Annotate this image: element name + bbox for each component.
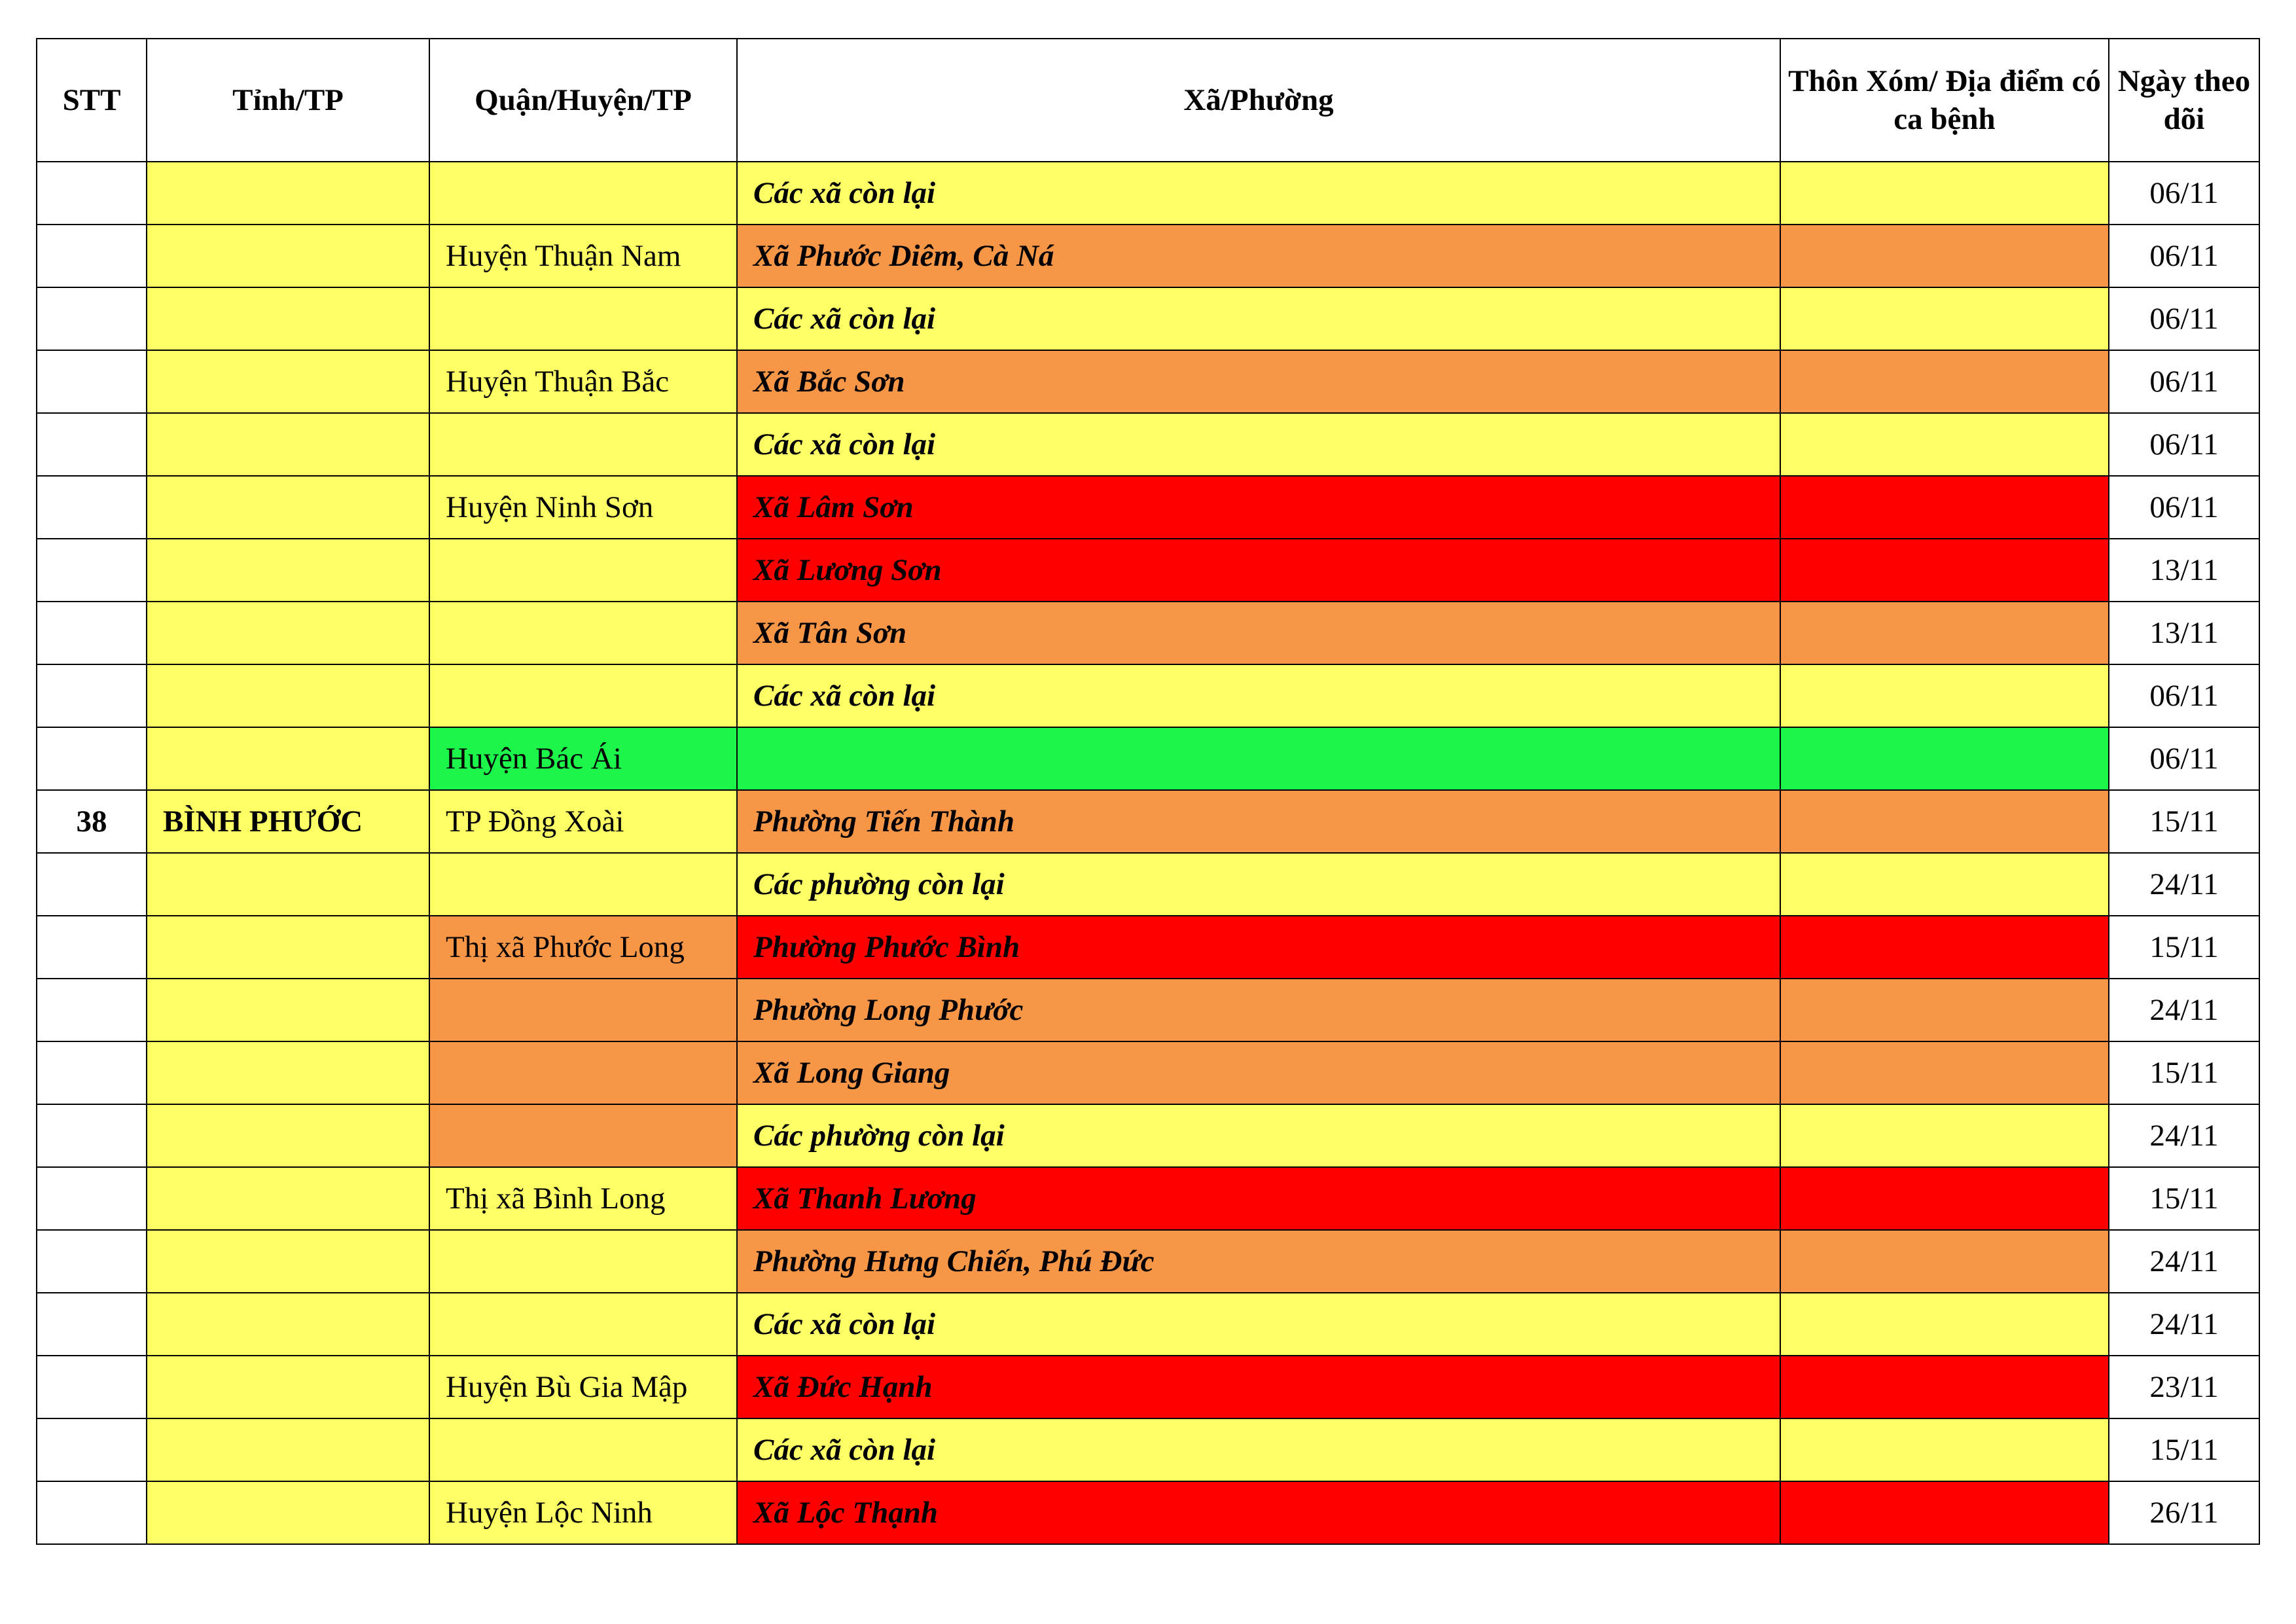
cell-tracking-date: 13/11 bbox=[2109, 602, 2259, 664]
cell-stt bbox=[37, 1104, 147, 1167]
cell-province bbox=[147, 225, 429, 287]
cell-commune: Các xã còn lại bbox=[737, 287, 1780, 350]
table-row bbox=[37, 1230, 2259, 1293]
cell-village bbox=[1780, 225, 2109, 287]
cell-commune bbox=[737, 727, 1780, 790]
cell-tracking-date: 06/11 bbox=[2109, 287, 2259, 350]
cell-commune: Các phường còn lại bbox=[737, 1104, 1780, 1167]
cell-province bbox=[147, 1418, 429, 1481]
cell-tracking-date: 23/11 bbox=[2109, 1356, 2259, 1418]
cell-province bbox=[147, 853, 429, 916]
cell-tracking-date: 15/11 bbox=[2109, 790, 2259, 853]
cell-commune: Các xã còn lại bbox=[737, 664, 1780, 727]
cell-district bbox=[429, 1104, 737, 1167]
cell-province bbox=[147, 539, 429, 602]
cell-village bbox=[1780, 1167, 2109, 1230]
cell-province bbox=[147, 979, 429, 1041]
cell-stt bbox=[37, 727, 147, 790]
cell-tracking-date: 06/11 bbox=[2109, 350, 2259, 413]
cell-district bbox=[429, 539, 737, 602]
cell-province: BÌNH PHƯỚC bbox=[147, 790, 429, 853]
cell-tracking-date: 13/11 bbox=[2109, 539, 2259, 602]
cell-province bbox=[147, 350, 429, 413]
header-stt: STT bbox=[37, 39, 147, 162]
cell-district bbox=[429, 979, 737, 1041]
table-row bbox=[37, 350, 2259, 413]
cell-stt: 38 bbox=[37, 790, 147, 853]
cell-commune: Xã Tân Sơn bbox=[737, 602, 1780, 664]
cell-stt bbox=[37, 162, 147, 225]
cell-district bbox=[429, 1230, 737, 1293]
cell-district: Thị xã Phước Long bbox=[429, 916, 737, 979]
cell-stt bbox=[37, 979, 147, 1041]
table-body bbox=[37, 162, 2259, 1544]
table-row bbox=[37, 1167, 2259, 1230]
cell-stt bbox=[37, 1293, 147, 1356]
cell-province bbox=[147, 1230, 429, 1293]
cell-stt bbox=[37, 602, 147, 664]
table-row bbox=[37, 790, 2259, 853]
cell-commune: Các xã còn lại bbox=[737, 162, 1780, 225]
table-row bbox=[37, 287, 2259, 350]
covid-risk-table bbox=[36, 38, 2260, 1545]
cell-village bbox=[1780, 1293, 2109, 1356]
cell-tracking-date: 15/11 bbox=[2109, 1167, 2259, 1230]
cell-tracking-date: 06/11 bbox=[2109, 162, 2259, 225]
cell-tracking-date: 24/11 bbox=[2109, 1104, 2259, 1167]
cell-tracking-date: 06/11 bbox=[2109, 664, 2259, 727]
cell-district: Huyện Thuận Nam bbox=[429, 225, 737, 287]
cell-district bbox=[429, 1293, 737, 1356]
cell-village bbox=[1780, 853, 2109, 916]
cell-stt bbox=[37, 1481, 147, 1544]
cell-stt bbox=[37, 1041, 147, 1104]
cell-province bbox=[147, 727, 429, 790]
cell-village bbox=[1780, 602, 2109, 664]
cell-village bbox=[1780, 350, 2109, 413]
header-commune: Xã/Phường bbox=[737, 39, 1780, 162]
cell-district bbox=[429, 1041, 737, 1104]
cell-province bbox=[147, 1167, 429, 1230]
cell-tracking-date: 24/11 bbox=[2109, 1230, 2259, 1293]
cell-commune: Xã Phước Diêm, Cà Ná bbox=[737, 225, 1780, 287]
cell-commune: Xã Thanh Lương bbox=[737, 1167, 1780, 1230]
cell-stt bbox=[37, 916, 147, 979]
cell-stt bbox=[37, 476, 147, 539]
cell-stt bbox=[37, 350, 147, 413]
cell-district: Huyện Lộc Ninh bbox=[429, 1481, 737, 1544]
cell-village bbox=[1780, 1418, 2109, 1481]
cell-district bbox=[429, 853, 737, 916]
cell-village bbox=[1780, 916, 2109, 979]
cell-village bbox=[1780, 727, 2109, 790]
cell-district: Huyện Ninh Sơn bbox=[429, 476, 737, 539]
table-row bbox=[37, 539, 2259, 602]
cell-commune: Xã Lâm Sơn bbox=[737, 476, 1780, 539]
cell-stt bbox=[37, 664, 147, 727]
table-row bbox=[37, 664, 2259, 727]
cell-stt bbox=[37, 287, 147, 350]
table-row bbox=[37, 979, 2259, 1041]
header-district: Quận/Huyện/TP bbox=[429, 39, 737, 162]
cell-tracking-date: 15/11 bbox=[2109, 916, 2259, 979]
cell-district bbox=[429, 162, 737, 225]
cell-commune: Phường Tiến Thành bbox=[737, 790, 1780, 853]
cell-village bbox=[1780, 1230, 2109, 1293]
cell-stt bbox=[37, 413, 147, 476]
cell-commune: Phường Phước Bình bbox=[737, 916, 1780, 979]
cell-province bbox=[147, 1293, 429, 1356]
table-row bbox=[37, 1356, 2259, 1418]
cell-commune: Xã Bắc Sơn bbox=[737, 350, 1780, 413]
cell-tracking-date: 06/11 bbox=[2109, 476, 2259, 539]
table-row bbox=[37, 727, 2259, 790]
table-row bbox=[37, 1041, 2259, 1104]
cell-district bbox=[429, 664, 737, 727]
table-row bbox=[37, 1293, 2259, 1356]
cell-province bbox=[147, 287, 429, 350]
cell-tracking-date: 15/11 bbox=[2109, 1041, 2259, 1104]
cell-village bbox=[1780, 790, 2109, 853]
cell-village bbox=[1780, 664, 2109, 727]
cell-stt bbox=[37, 853, 147, 916]
cell-province bbox=[147, 162, 429, 225]
table-row bbox=[37, 413, 2259, 476]
header-province: Tỉnh/TP bbox=[147, 39, 429, 162]
header-row bbox=[37, 39, 2259, 162]
cell-province bbox=[147, 476, 429, 539]
cell-province bbox=[147, 602, 429, 664]
table-row bbox=[37, 602, 2259, 664]
cell-village bbox=[1780, 1104, 2109, 1167]
cell-district bbox=[429, 413, 737, 476]
cell-village bbox=[1780, 1481, 2109, 1544]
cell-province bbox=[147, 664, 429, 727]
cell-district: Huyện Thuận Bắc bbox=[429, 350, 737, 413]
cell-commune: Các xã còn lại bbox=[737, 1293, 1780, 1356]
cell-province bbox=[147, 1356, 429, 1418]
cell-commune: Xã Lộc Thạnh bbox=[737, 1481, 1780, 1544]
cell-village bbox=[1780, 1041, 2109, 1104]
cell-stt bbox=[37, 1230, 147, 1293]
table-row bbox=[37, 853, 2259, 916]
cell-tracking-date: 26/11 bbox=[2109, 1481, 2259, 1544]
table-row bbox=[37, 225, 2259, 287]
cell-district: Huyện Bác Ái bbox=[429, 727, 737, 790]
cell-stt bbox=[37, 539, 147, 602]
cell-stt bbox=[37, 1167, 147, 1230]
cell-district bbox=[429, 1418, 737, 1481]
cell-tracking-date: 06/11 bbox=[2109, 225, 2259, 287]
table-row bbox=[37, 162, 2259, 225]
cell-district: Huyện Bù Gia Mập bbox=[429, 1356, 737, 1418]
cell-village bbox=[1780, 1356, 2109, 1418]
cell-village bbox=[1780, 162, 2109, 225]
cell-commune: Xã Lương Sơn bbox=[737, 539, 1780, 602]
cell-village bbox=[1780, 413, 2109, 476]
cell-tracking-date: 24/11 bbox=[2109, 979, 2259, 1041]
cell-village bbox=[1780, 476, 2109, 539]
table-row bbox=[37, 1481, 2259, 1544]
table-row bbox=[37, 1418, 2259, 1481]
cell-district: TP Đồng Xoài bbox=[429, 790, 737, 853]
cell-province bbox=[147, 916, 429, 979]
header-tracking-date: Ngày theo dõi bbox=[2109, 39, 2259, 162]
cell-commune: Xã Long Giang bbox=[737, 1041, 1780, 1104]
cell-province bbox=[147, 413, 429, 476]
cell-commune: Phường Long Phước bbox=[737, 979, 1780, 1041]
cell-tracking-date: 24/11 bbox=[2109, 853, 2259, 916]
cell-tracking-date: 24/11 bbox=[2109, 1293, 2259, 1356]
cell-district bbox=[429, 602, 737, 664]
cell-district: Thị xã Bình Long bbox=[429, 1167, 737, 1230]
cell-tracking-date: 15/11 bbox=[2109, 1418, 2259, 1481]
cell-commune: Các xã còn lại bbox=[737, 413, 1780, 476]
cell-stt bbox=[37, 225, 147, 287]
cell-tracking-date: 06/11 bbox=[2109, 413, 2259, 476]
table-row bbox=[37, 476, 2259, 539]
table-row bbox=[37, 1104, 2259, 1167]
table-header bbox=[37, 39, 2259, 162]
cell-village bbox=[1780, 287, 2109, 350]
cell-stt bbox=[37, 1356, 147, 1418]
cell-village bbox=[1780, 979, 2109, 1041]
cell-district bbox=[429, 287, 737, 350]
cell-province bbox=[147, 1041, 429, 1104]
cell-tracking-date: 06/11 bbox=[2109, 727, 2259, 790]
table-row bbox=[37, 916, 2259, 979]
cell-village bbox=[1780, 539, 2109, 602]
cell-stt bbox=[37, 1418, 147, 1481]
cell-province bbox=[147, 1104, 429, 1167]
cell-commune: Xã Đức Hạnh bbox=[737, 1356, 1780, 1418]
cell-commune: Phường Hưng Chiến, Phú Đức bbox=[737, 1230, 1780, 1293]
header-village: Thôn Xóm/ Địa điểm có ca bệnh bbox=[1780, 39, 2109, 162]
cell-commune: Các phường còn lại bbox=[737, 853, 1780, 916]
cell-commune: Các xã còn lại bbox=[737, 1418, 1780, 1481]
cell-province bbox=[147, 1481, 429, 1544]
